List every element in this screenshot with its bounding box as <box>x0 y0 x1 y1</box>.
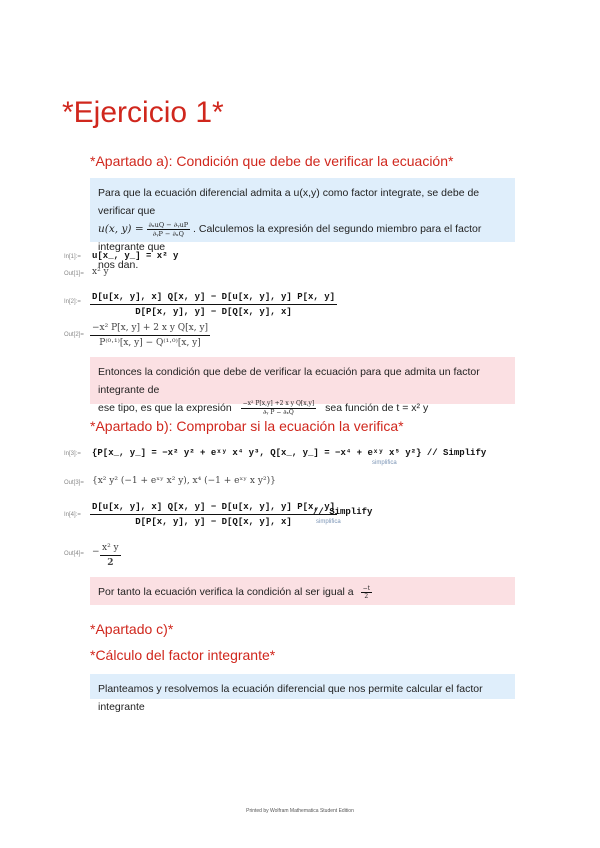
box2-fraction <box>241 400 317 417</box>
in2-den: D[P[x, y], y] − D[Q[x, y], x] <box>135 307 292 317</box>
in4-hint: simplifica <box>316 519 341 525</box>
box1-eq-lhs: u(x, y) = <box>98 223 144 235</box>
box1-line3: nos dan. <box>98 259 139 271</box>
text-cell-conclusion-b <box>90 577 515 605</box>
footer: Printed by Wolfram Mathematica Student Edition <box>246 808 354 814</box>
box2-line2b: sea función de t = x² y <box>325 402 429 414</box>
box2-line2 <box>98 399 507 417</box>
in3-hint: simplifica <box>372 460 397 466</box>
box3-den: 2 <box>364 592 369 600</box>
page-title: *Ejercicio 1* <box>62 96 224 129</box>
in3-code[interactable]: {P[x_, y_] = −x² y² + eˣʸ x⁴ y³, Q[x_, y_] = −x⁴ + eˣʸ x⁵ y²} // Simplify <box>92 448 487 458</box>
section-apartado-c: *Apartado c)* <box>90 621 174 637</box>
out4-label: Out[4]= <box>64 551 84 557</box>
box2-den: ∂ᵧ P − ∂ₓQ <box>263 408 294 416</box>
box4-text: Planteamos y resolvemos la ecuación diferencial que nos permite calcular el factor integrante <box>98 683 483 713</box>
section-apartado-b: *Apartado b): Comprobar si la ecuación la verifica* <box>90 418 404 434</box>
in1-label: In[1]:= <box>64 254 81 260</box>
in1-code[interactable]: u[x_, y_] = x² y <box>92 251 179 261</box>
section-calculo: *Cálculo del factor integrante* <box>90 647 276 663</box>
out2-num: −x² P[x, y] + 2 x y Q[x, y] <box>90 321 210 336</box>
box3-text: Por tanto la ecuación verifica la condición al ser igual a <box>98 586 354 598</box>
in4-fraction[interactable] <box>90 500 337 529</box>
in4-num: D[u[x, y], x] Q[x, y] − D[u[x, y], y] P[x, y] <box>90 500 337 515</box>
in3-label: In[3]:= <box>64 451 81 457</box>
box1-fraction <box>147 221 191 238</box>
in2-num: D[u[x, y], x] Q[x, y] − D[u[x, y], y] P[x, y] <box>90 290 337 305</box>
text-cell-plan <box>90 674 515 713</box>
out3-value: {x² y² (−1 + eˣʸ x² y), x⁴ (−1 + eˣʸ x y²)} <box>92 476 276 486</box>
in4-label: In[4]:= <box>64 512 81 518</box>
in2-fraction[interactable] <box>90 290 337 319</box>
text-cell-conclusion-a <box>90 357 515 416</box>
out1-value: x² y <box>92 267 109 277</box>
box3-num: −t <box>362 584 371 592</box>
out4-num: x² y <box>100 541 121 556</box>
out3-label: Out[3]= <box>64 480 84 486</box>
box2-line1: Entonces la condición que debe de verificar la ecuación para que admita un factor integrante de <box>98 366 480 396</box>
out1-label: Out[1]= <box>64 271 84 277</box>
box1-num: ∂ₓuQ − ∂ᵧuP <box>148 220 189 229</box>
out4-sign: − <box>92 547 100 557</box>
box1-line1: Para que la ecuación diferencial admita a u(x,y) como factor integrate, se debe de verificar que <box>98 187 480 217</box>
in4-den: D[P[x, y], y] − D[Q[x, y], x] <box>135 517 292 527</box>
in2-label: In[2]:= <box>64 299 81 305</box>
out4-den: 2 <box>107 558 114 568</box>
in4-suffix: // Simplify <box>313 507 373 517</box>
section-apartado-a: *Apartado a): Condición que debe de verificar la ecuación* <box>90 153 454 169</box>
out2-den: P⁽⁰·¹⁾[x, y] − Q⁽¹·⁰⁾[x, y] <box>99 338 201 348</box>
box1-line2-rest: . Calculemos la expresión del segundo miembro para el factor integrante que <box>98 223 482 253</box>
box3-fraction <box>361 585 372 600</box>
box2-line2a: ese tipo, es que la expresión <box>98 402 232 414</box>
box1-den: ∂ᵧP − ∂ₓQ <box>152 229 184 238</box>
out2-label: Out[2]= <box>64 332 84 338</box>
out4-fraction <box>100 541 121 570</box>
out2-fraction <box>90 321 210 350</box>
box2-num: −x² P[x,y] +2 x y Q[x,y] <box>242 399 315 407</box>
